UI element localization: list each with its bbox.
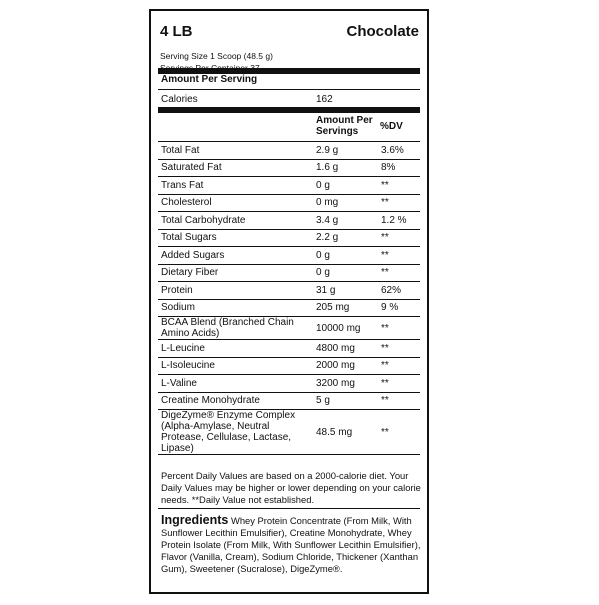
nutrient-amount: 31 g xyxy=(313,282,378,300)
calories-label: Calories xyxy=(161,94,198,105)
nutrients-table xyxy=(158,141,420,455)
nutrient-name: Saturated Fat xyxy=(158,159,313,177)
serving-size: Serving Size 1 Scoop (48.5 g) xyxy=(160,51,273,61)
nutrient-dv: 62% xyxy=(378,282,420,300)
nutrient-name: BCAA Blend (Branched Chain Amino Acids) xyxy=(158,317,313,340)
divider xyxy=(158,508,420,509)
nutrient-amount: 2000 mg xyxy=(313,357,378,375)
container-size: 4 LB xyxy=(160,23,193,40)
nutrient-amount: 2.2 g xyxy=(313,229,378,247)
nutrient-row xyxy=(158,247,420,265)
nutrient-row xyxy=(158,229,420,247)
nutrient-amount: 205 mg xyxy=(313,299,378,317)
nutrient-dv: ** xyxy=(378,194,420,212)
nutrient-dv: ** xyxy=(378,317,420,340)
nutrient-amount: 3200 mg xyxy=(313,375,378,393)
nutrient-row xyxy=(158,212,420,230)
nutrient-name: Cholesterol xyxy=(158,194,313,212)
nutrient-amount: 0 g xyxy=(313,264,378,282)
nutrient-name: Total Carbohydrate xyxy=(158,212,313,230)
nutrient-amount: 1.6 g xyxy=(313,159,378,177)
ingredients-section xyxy=(161,514,423,575)
divider xyxy=(158,89,420,90)
nutrient-amount: 48.5 mg xyxy=(313,410,378,455)
nutrient-dv: ** xyxy=(378,229,420,247)
nutrient-dv: 1.2 % xyxy=(378,212,420,230)
nutrient-name: Protein xyxy=(158,282,313,300)
daily-value-footnote: Percent Daily Values are based on a 2000-calorie diet. Your Daily Values may be higher or lower depending on your calorie needs. **Daily Value not established. xyxy=(161,470,421,505)
nutrient-name: DigeZyme® Enzyme Complex (Alpha-Amylase, Neutral Protease, Cellulase, Lactase, Lipase) xyxy=(158,410,313,455)
nutrient-amount: 3.4 g xyxy=(313,212,378,230)
nutrient-row xyxy=(158,357,420,375)
nutrient-name: Added Sugars xyxy=(158,247,313,265)
nutrient-amount: 10000 mg xyxy=(313,317,378,340)
nutrient-dv: ** xyxy=(378,177,420,195)
nutrient-row xyxy=(158,317,420,340)
nutrient-row xyxy=(158,177,420,195)
nutrient-name: Total Sugars xyxy=(158,229,313,247)
nutrient-row xyxy=(158,282,420,300)
nutrient-row xyxy=(158,264,420,282)
nutrient-dv: 9 % xyxy=(378,299,420,317)
thick-divider xyxy=(158,107,420,113)
nutrient-row xyxy=(158,299,420,317)
nutrient-dv: ** xyxy=(378,357,420,375)
nutrient-row xyxy=(158,410,420,455)
nutrient-dv: ** xyxy=(378,392,420,410)
nutrient-name: Creatine Monohydrate xyxy=(158,392,313,410)
nutrient-row xyxy=(158,375,420,393)
nutrient-name: L-Valine xyxy=(158,375,313,393)
ingredients-title: Ingredients xyxy=(161,513,229,527)
nutrient-amount: 0 g xyxy=(313,177,378,195)
nutrient-row xyxy=(158,142,420,160)
nutrient-dv: ** xyxy=(378,264,420,282)
nutrient-row xyxy=(158,194,420,212)
nutrient-dv: ** xyxy=(378,410,420,455)
amount-per-serving-heading: Amount Per Serving xyxy=(161,74,258,85)
nutrient-row xyxy=(158,340,420,358)
nutrient-dv: 8% xyxy=(378,159,420,177)
nutrient-name: L-Leucine xyxy=(158,340,313,358)
nutrient-amount: 0 mg xyxy=(313,194,378,212)
nutrient-name: Dietary Fiber xyxy=(158,264,313,282)
nutrient-name: Total Fat xyxy=(158,142,313,160)
nutrient-dv: ** xyxy=(378,247,420,265)
calories-value: 162 xyxy=(316,94,333,105)
dv-column-header: %DV xyxy=(380,121,403,132)
nutrient-row xyxy=(158,159,420,177)
nutrient-dv: ** xyxy=(378,340,420,358)
nutrient-name: L-Isoleucine xyxy=(158,357,313,375)
nutrition-facts-panel xyxy=(149,9,429,594)
ingredients-text: Whey Protein Concentrate (From Milk, With Sunflower Lecithin Emulsifier), Creatine Monohydrate, Whey Protein Isolate (From Milk, With Sunflower Lecithin Emulsifier), Flavor (Vanilla, Cream), Sodium Chloride, Thickener (Xanthan Gum), Sweetener (Sucralose), DigeZyme®. xyxy=(161,515,421,574)
nutrient-row xyxy=(158,392,420,410)
nutrient-name: Trans Fat xyxy=(158,177,313,195)
amount-column-header: Amount Per Servings xyxy=(316,115,373,137)
nutrient-amount: 2.9 g xyxy=(313,142,378,160)
flavor-name: Chocolate xyxy=(346,23,419,40)
nutrient-amount: 0 g xyxy=(313,247,378,265)
nutrient-dv: 3.6% xyxy=(378,142,420,160)
nutrient-amount: 4800 mg xyxy=(313,340,378,358)
nutrient-dv: ** xyxy=(378,375,420,393)
nutrient-name: Sodium xyxy=(158,299,313,317)
nutrient-amount: 5 g xyxy=(313,392,378,410)
